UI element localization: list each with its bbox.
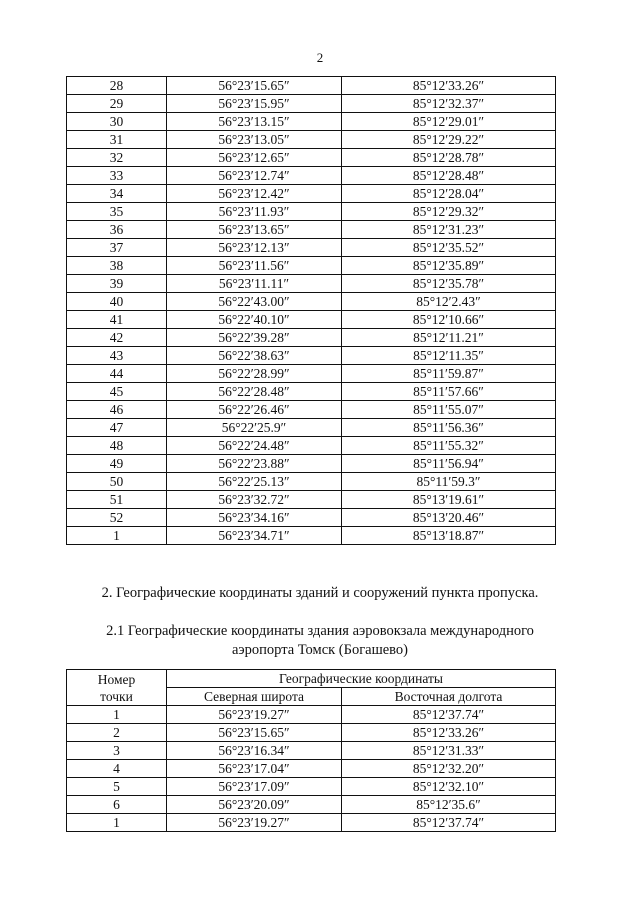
header-geo-coordinates: Географические координаты xyxy=(167,670,556,688)
point-number-cell: 2 xyxy=(67,724,167,742)
table-row xyxy=(67,455,556,473)
point-number-cell: 6 xyxy=(67,796,167,814)
longitude-cell: 85°12′33.26″ xyxy=(342,77,556,95)
longitude-cell: 85°12′29.01″ xyxy=(342,113,556,131)
longitude-cell: 85°12′29.22″ xyxy=(342,131,556,149)
longitude-cell: 85°12′37.74″ xyxy=(342,814,556,832)
longitude-cell: 85°12′35.52″ xyxy=(342,239,556,257)
longitude-cell: 85°12′35.78″ xyxy=(342,275,556,293)
terminal-coordinates-table-body xyxy=(67,706,556,832)
table-row xyxy=(67,95,556,113)
point-number-cell: 52 xyxy=(67,509,167,527)
table-row xyxy=(67,401,556,419)
latitude-cell: 56°23′12.74″ xyxy=(167,167,342,185)
header-point-number-line-1: Номер xyxy=(97,671,136,687)
longitude-cell: 85°12′31.23″ xyxy=(342,221,556,239)
table-row xyxy=(67,778,556,796)
latitude-cell: 56°22′25.13″ xyxy=(167,473,342,491)
latitude-cell: 56°23′32.72″ xyxy=(167,491,342,509)
header-north-latitude: Северная широта xyxy=(167,688,342,706)
latitude-cell: 56°23′11.93″ xyxy=(167,203,342,221)
latitude-cell: 56°23′13.15″ xyxy=(167,113,342,131)
point-number-cell: 34 xyxy=(67,185,167,203)
latitude-cell: 56°23′12.42″ xyxy=(167,185,342,203)
point-number-cell: 40 xyxy=(67,293,167,311)
point-number-cell: 42 xyxy=(67,329,167,347)
point-number-cell: 3 xyxy=(67,742,167,760)
longitude-cell: 85°13′20.46″ xyxy=(342,509,556,527)
longitude-cell: 85°11′59.3″ xyxy=(342,473,556,491)
longitude-cell: 85°12′35.89″ xyxy=(342,257,556,275)
table-row xyxy=(67,275,556,293)
table-row xyxy=(67,383,556,401)
latitude-cell: 56°23′15.65″ xyxy=(167,724,342,742)
point-number-cell: 28 xyxy=(67,77,167,95)
point-number-cell: 32 xyxy=(67,149,167,167)
longitude-cell: 85°11′56.94″ xyxy=(342,455,556,473)
point-number-cell: 48 xyxy=(67,437,167,455)
table-header-row xyxy=(67,670,556,688)
point-number-cell: 49 xyxy=(67,455,167,473)
table-row xyxy=(67,203,556,221)
table-row xyxy=(67,814,556,832)
table-row xyxy=(67,257,556,275)
latitude-cell: 56°23′15.65″ xyxy=(167,77,342,95)
point-number-cell: 35 xyxy=(67,203,167,221)
longitude-cell: 85°12′28.78″ xyxy=(342,149,556,167)
header-point-number xyxy=(67,670,167,706)
point-number-cell: 37 xyxy=(67,239,167,257)
latitude-cell: 56°22′24.48″ xyxy=(167,437,342,455)
longitude-cell: 85°12′28.04″ xyxy=(342,185,556,203)
longitude-cell: 85°12′2.43″ xyxy=(342,293,556,311)
point-number-cell: 1 xyxy=(67,527,167,545)
table-row xyxy=(67,149,556,167)
longitude-cell: 85°12′32.37″ xyxy=(342,95,556,113)
latitude-cell: 56°22′39.28″ xyxy=(167,329,342,347)
latitude-cell: 56°22′28.99″ xyxy=(167,365,342,383)
longitude-cell: 85°12′28.48″ xyxy=(342,167,556,185)
table-row xyxy=(67,796,556,814)
table-row xyxy=(67,185,556,203)
latitude-cell: 56°23′17.09″ xyxy=(167,778,342,796)
table-row xyxy=(67,527,556,545)
point-number-cell: 33 xyxy=(67,167,167,185)
table-row xyxy=(67,509,556,527)
table-row xyxy=(67,131,556,149)
longitude-cell: 85°11′56.36″ xyxy=(342,419,556,437)
latitude-cell: 56°22′23.88″ xyxy=(167,455,342,473)
point-number-cell: 41 xyxy=(67,311,167,329)
point-number-cell: 29 xyxy=(67,95,167,113)
longitude-cell: 85°12′11.21″ xyxy=(342,329,556,347)
latitude-cell: 56°23′17.04″ xyxy=(167,760,342,778)
longitude-cell: 85°13′19.61″ xyxy=(342,491,556,509)
table-row xyxy=(67,437,556,455)
point-number-cell: 45 xyxy=(67,383,167,401)
point-number-cell: 51 xyxy=(67,491,167,509)
latitude-cell: 56°23′19.27″ xyxy=(167,814,342,832)
latitude-cell: 56°22′40.10″ xyxy=(167,311,342,329)
latitude-cell: 56°23′34.16″ xyxy=(167,509,342,527)
latitude-cell: 56°23′19.27″ xyxy=(167,706,342,724)
table-row xyxy=(67,347,556,365)
latitude-cell: 56°23′16.34″ xyxy=(167,742,342,760)
terminal-coordinates-table xyxy=(66,669,556,832)
table-row xyxy=(67,760,556,778)
longitude-cell: 85°12′11.35″ xyxy=(342,347,556,365)
table-row xyxy=(67,365,556,383)
longitude-cell: 85°11′59.87″ xyxy=(342,365,556,383)
table-row xyxy=(67,113,556,131)
latitude-cell: 56°22′26.46″ xyxy=(167,401,342,419)
longitude-cell: 85°12′29.32″ xyxy=(342,203,556,221)
point-number-cell: 47 xyxy=(67,419,167,437)
latitude-cell: 56°23′12.65″ xyxy=(167,149,342,167)
latitude-cell: 56°22′43.00″ xyxy=(167,293,342,311)
table-row xyxy=(67,419,556,437)
point-number-cell: 39 xyxy=(67,275,167,293)
table-row xyxy=(67,724,556,742)
longitude-cell: 85°11′55.07″ xyxy=(342,401,556,419)
latitude-cell: 56°23′13.05″ xyxy=(167,131,342,149)
point-number-cell: 44 xyxy=(67,365,167,383)
longitude-cell: 85°13′18.87″ xyxy=(342,527,556,545)
table-row xyxy=(67,167,556,185)
table-row xyxy=(67,239,556,257)
longitude-cell: 85°12′10.66″ xyxy=(342,311,556,329)
point-number-cell: 43 xyxy=(67,347,167,365)
coordinates-table-continued xyxy=(66,76,556,545)
latitude-cell: 56°22′25.9″ xyxy=(167,419,342,437)
latitude-cell: 56°22′38.63″ xyxy=(167,347,342,365)
section-2-1-heading-line-2: аэропорта Томск (Богашево) xyxy=(231,642,409,658)
longitude-cell: 85°12′31.33″ xyxy=(342,742,556,760)
table-row xyxy=(67,311,556,329)
point-number-cell: 5 xyxy=(67,778,167,796)
table-row xyxy=(67,473,556,491)
point-number-cell: 36 xyxy=(67,221,167,239)
latitude-cell: 56°22′28.48″ xyxy=(167,383,342,401)
table-row xyxy=(67,77,556,95)
table-row xyxy=(67,221,556,239)
point-number-cell: 1 xyxy=(67,706,167,724)
table-row xyxy=(67,706,556,724)
longitude-cell: 85°11′55.32″ xyxy=(342,437,556,455)
latitude-cell: 56°23′13.65″ xyxy=(167,221,342,239)
table-row xyxy=(67,491,556,509)
table-row xyxy=(67,742,556,760)
latitude-cell: 56°23′15.95″ xyxy=(167,95,342,113)
header-east-longitude: Восточная долгота xyxy=(342,688,556,706)
point-number-cell: 50 xyxy=(67,473,167,491)
latitude-cell: 56°23′34.71″ xyxy=(167,527,342,545)
point-number-cell: 1 xyxy=(67,814,167,832)
section-2-heading: 2. Географические координаты зданий и сооружений пункта пропуска. xyxy=(101,585,539,601)
longitude-cell: 85°12′32.10″ xyxy=(342,778,556,796)
longitude-cell: 85°12′33.26″ xyxy=(342,724,556,742)
table-row xyxy=(67,293,556,311)
latitude-cell: 56°23′12.13″ xyxy=(167,239,342,257)
coordinates-table-body xyxy=(67,77,556,545)
longitude-cell: 85°12′35.6″ xyxy=(342,796,556,814)
point-number-cell: 4 xyxy=(67,760,167,778)
longitude-cell: 85°11′57.66″ xyxy=(342,383,556,401)
section-2-1-heading xyxy=(0,622,640,660)
latitude-cell: 56°23′11.11″ xyxy=(167,275,342,293)
page-number: 2 xyxy=(316,50,324,65)
latitude-cell: 56°23′11.56″ xyxy=(167,257,342,275)
point-number-cell: 38 xyxy=(67,257,167,275)
header-point-number-line-2: точки xyxy=(100,688,133,704)
point-number-cell: 30 xyxy=(67,113,167,131)
table-row xyxy=(67,329,556,347)
longitude-cell: 85°12′37.74″ xyxy=(342,706,556,724)
latitude-cell: 56°23′20.09″ xyxy=(167,796,342,814)
section-2-1-heading-line-1: 2.1 Географические координаты здания аэровокзала международного xyxy=(106,623,534,639)
longitude-cell: 85°12′32.20″ xyxy=(342,760,556,778)
point-number-cell: 31 xyxy=(67,131,167,149)
point-number-cell: 46 xyxy=(67,401,167,419)
